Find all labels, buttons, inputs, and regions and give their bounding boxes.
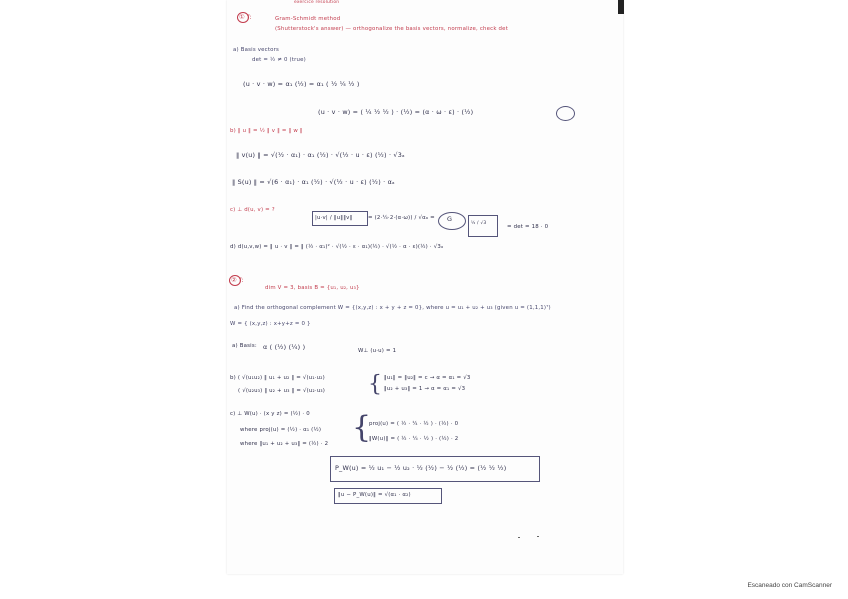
- exercise-2-c-result-box2-text: ‖u − P_W(u)‖ = √(α₁ · α₂): [338, 492, 411, 498]
- exercise-2-b-line2: ( √(u₂u₃) ‖ u₂ + u₃ ‖ = √(u₂·u₃): [238, 388, 326, 394]
- exercise-1-b-label: b) ‖ u ‖ = ½ ‖ v ‖ = ‖ w ‖: [230, 128, 303, 134]
- exercise-1-a-circled-result: [556, 106, 575, 121]
- exercise-1-c-circle-text: G: [447, 215, 453, 223]
- top-note: exercice resolution: [294, 0, 340, 5]
- exercise-2-basis-dim: W⊥ (u·u) = 1: [358, 348, 397, 354]
- exercise-2-c-line2: where proj(u) = (½) · α₁ (½): [240, 427, 322, 433]
- exercise-2-b-right1: ‖u₁‖ = ‖u₂‖ = c → α = α₁ = √3: [384, 375, 471, 381]
- exercise-2-b-brace: {: [368, 372, 382, 397]
- exercise-2-c-line3: where ‖u₁ + u₂ + u₃‖ = (½) · 2: [240, 441, 329, 447]
- exercise-1-d-line: d) d(u,v,w) = ‖ u · v ‖ = ‖ (½ · α₁)² · √(½ · ε · α₁)(½) · √(½ · α · ε)(½) · √3ₐ: [230, 244, 444, 250]
- exercise-2-c-right2: ‖W(u)‖ = ( ½ · ¼ · ½ ) · (½) · 2: [369, 436, 459, 442]
- stray-mark: [518, 537, 520, 538]
- exercise-1-c-box2-text: ½ / √3: [471, 221, 487, 226]
- exercise-2-c-line1: c) ⊥ W(u) · (x y z) = (½) · 0: [230, 411, 310, 417]
- stray-mark: [537, 536, 539, 537]
- exercise-2-c-brace: {: [352, 410, 372, 445]
- exercise-1-a-line2: det = ½ ≠ 0 (true): [252, 57, 306, 63]
- exercise-2-basis-label: a) Basis:: [232, 343, 257, 349]
- exercise-1-c-box1-text: |u·v| / ‖u‖‖v‖: [315, 215, 353, 221]
- exercise-2-a-line1: a) Find the orthogonal complement W = {(x,y,z) : x + y + z = 0}, where u = u₁ + u₂ + u₃ (given u = (1,1,1)ᵀ): [234, 305, 551, 311]
- exercise-1-line1: Gram-Schmidt method: [275, 16, 341, 22]
- exercise-1-b-eq1: ‖ v(u) ‖ = √(½ · α₁) · α₁ (½) · √(½ · u · ε) (½) · √3ₐ: [236, 151, 405, 159]
- exercise-1-a-eq2: (u · v · w) = ( ¼ ½ ½ ) · (½) = (α · ω · ε) · (½): [318, 108, 474, 116]
- exercise-2-a-line2: W = { (x,y,z) : x+y+z = 0 }: [230, 321, 311, 327]
- exercise-2-c-result-box1-text: P_W(u) = ½ u₁ − ½ u₂ · ½ (½) − ½ (½) = (½ ½ ½): [335, 464, 507, 472]
- scanner-watermark: Escaneado con CamScanner: [747, 582, 832, 589]
- exercise-2-heading: dim V = 3, basis B = {u₁, u₂, u₃}: [265, 285, 360, 291]
- exercise-2-c-right1: proj(u) = ( ½ · ¼ · ½ ) · (½) · 0: [369, 421, 459, 427]
- exercise-1-c-box2: [468, 215, 498, 237]
- exercise-2-basis-vectors: α ( (½) (¼) ): [263, 343, 306, 351]
- exercise-1-c-eq: = (2·¼·2·(α·ω)) / √αₐ =: [368, 215, 435, 221]
- exercise-2-b-right2: ‖u₂ + u₃‖ = 1 → α = α₁ = √3: [384, 386, 466, 392]
- exercise-2-label: ② f:: [231, 276, 244, 284]
- exercise-1-line2: (Shutterstock's answer) — orthogonalize the basis vectors, normalize, check det: [275, 26, 509, 32]
- page-corner-marker: [618, 0, 624, 14]
- exercise-1-c-label: c) ⊥ d(u, v) = ?: [230, 207, 275, 213]
- exercise-1-a-label: a) Basis vectors: [233, 47, 280, 53]
- exercise-1-label: ① f:: [239, 13, 252, 21]
- exercise-1-a-eq1: (u · v · w) = α₁ (½) = α₁ ( ½ ¼ ½ ): [243, 80, 360, 88]
- exercise-1-c-tail: = det = 18 · 0: [507, 224, 549, 230]
- exercise-2-b-line1: b) ( √(u₁u₂) ‖ u₁ + u₂ ‖ = √(u₁·u₂): [230, 375, 325, 381]
- exercise-1-b-eq2: ‖ S(u) ‖ = √(6 · α₁) · α₁ (½) · √(½ · u · ε) (½) · αₐ: [232, 178, 395, 186]
